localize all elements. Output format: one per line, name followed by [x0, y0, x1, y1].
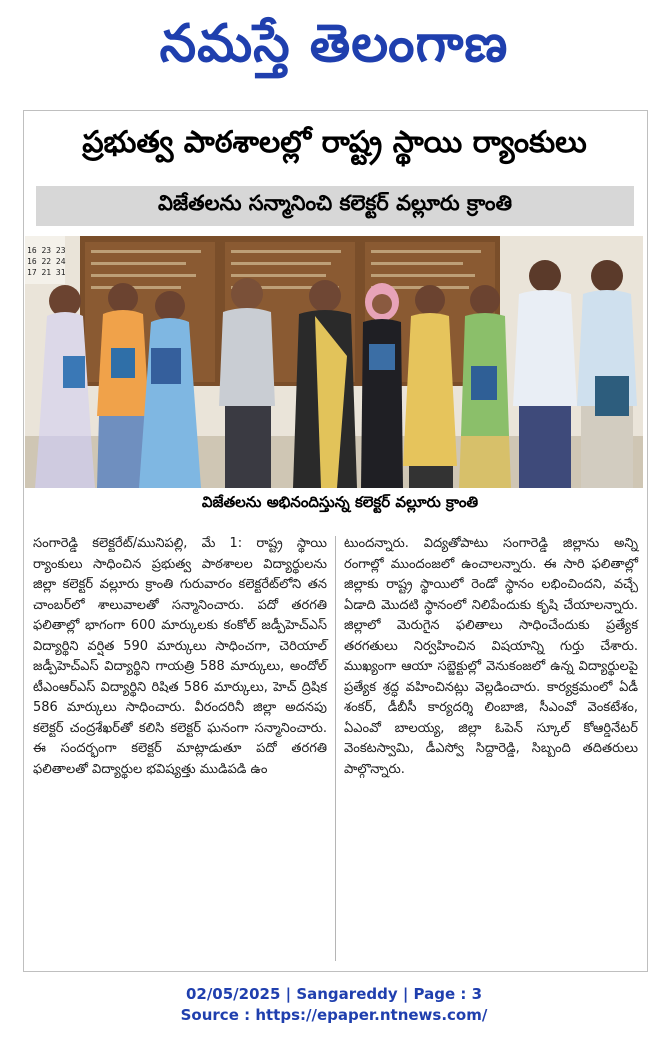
- article-photo: [25, 236, 643, 488]
- person-student-2: [97, 283, 149, 488]
- article-subheadline: [36, 186, 634, 226]
- footer-source: Source : https://epaper.ntnews.com/: [180, 1006, 488, 1024]
- column-divider: [335, 536, 336, 961]
- calendar-row-3: 17 21 31: [27, 268, 66, 277]
- article-headline: [23, 118, 646, 174]
- article-body-left-column: సంగారెడ్డి కలెక్టరేట్/మునిపల్లి, మే 1: రాష్ట్ర స్థాయి ర్యాంకులు సాధించిన ప్రభుత్వ పాఠశాలల విద్యార్థులను జిల్లా కలెక్టర్ వల్లూరు క్రాంతి గురువారం కలెక్టరేట్‌లోని తన చాంబర్‌లో శాలువాలతో సన్మానించారు. పదో తరగతి ఫలితాల్లో భాగంగా 600 మార్కులకు కంకోల్ జడ్పీహెచ్ఎస్ విద్యార్థిని వర్షిత 590 మార్కులు సాధించగా, చెరియాల్ జడ్పీహెచ్ఎస్ విద్యార్థిని గాయత్రి 588 మార్కులు, అందోల్ టీఎంఆర్ఎస్ విద్యార్థిని రిషిత 586 మార్కులు, హెచ్ ద్రిషిక 586 మార్కులు సాధించారు. వీరందరినీ జిల్లా అదనపు కలెక్టర్ చంద్రశేఖర్‌తో కలిసి కలెక్టర్ ఘనంగా సన్మానించారు. ఈ సందర్భంగా కలెక్టర్ మాట్లాడుతూ పదో తరగతి ఫలితాలతో విద్యార్థుల భవిష్యత్తు ముడిపడి ఉం: [33, 536, 327, 777]
- photo-illustration: [25, 236, 643, 488]
- masthead-title: నమస్తే తెలంగాణ: [159, 13, 509, 74]
- article-body-right-column: టుందన్నారు. విద్యతోపాటు సంగారెడ్డి జిల్లాను అన్ని రంగాల్లో ముందంజలో ఉంచాలన్నారు. ఈ సారి ఫలితాల్లో జిల్లాకు రాష్ట్ర స్థాయిలో రెండో స్థానం లభించిందని, వచ్చే ఏడాది మొదటి స్థానంలో నిలిపేందుకు కృషి చేయాలన్నారు. జిల్లాలో మెరుగైన ఫలితాలు సాధించేందుకు ప్రత్యేక తరగతులు నిర్వహించిన విషయాన్ని గుర్తు చేశారు. ముఖ్యంగా ఆయా సబ్జెక్టుల్లో వెనుకంజలో ఉన్న విద్యార్థులపై ప్రత్యేక శ్రద్ధ వహించినట్లు వెల్లడించారు. కార్యక్రమంలో ఏడీ శంకర్, డీబీసీ కార్యదర్శి లింబాజి, సీఎంవో వెంకటేశం, ఏఎంవో బాలయ్య, జిల్లా ఓపెన్ స్కూల్ కోఆర్డినేటర్ వెంకటస్వామి, డీఎస్వో సిద్దారెడ్డి, సిబ్బంది తదితరులు పాల్గొన్నారు.: [344, 536, 638, 777]
- calendar-row-2: 16 22 24: [27, 257, 66, 266]
- subheadline-text: విజేతలను సన్మానించి కలెక్టర్ వల్లూరు క్రాంతి: [157, 191, 512, 215]
- footer-dateline: 02/05/2025 | Sangareddy | Page : 3: [185, 985, 483, 1003]
- masthead: [0, 0, 668, 100]
- calendar-row-1: 16 23 23: [27, 246, 66, 255]
- person-official-3: [577, 260, 637, 488]
- photo-caption: విజేతలను అభినందిస్తున్న కలెక్టర్ వల్లూరు క్రాంతి: [201, 493, 479, 511]
- headline-text: ప్రభుత్వ పాఠశాలల్లో రాష్ట్ర స్థాయి ర్యాంకులు: [82, 125, 587, 160]
- person-official-2: [513, 260, 577, 488]
